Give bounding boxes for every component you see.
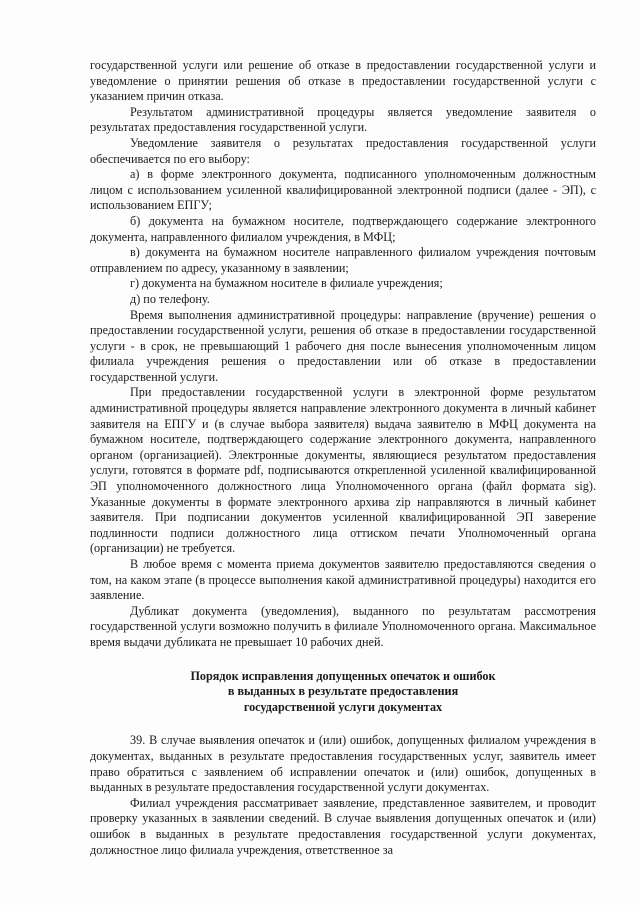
- paragraph-electronic-form: При предоставлении государственной услуги в электронной форме результатом административной процедуры является направление электронного документа в личный кабинет заявителя на ЕПГУ и (в случае выбора заявителя) выдача заявителю в МФЦ документа на бумажном носителе, подтверждающего содержание электронного документа, направленного органом (организацией). Электронные документы, являющиеся результатом предоставления услуги, готовятся в формате pdf, подписываются открепленной усиленной квалифицированной ЭП уполномоченного должностного лица Уполномоченного органа (файл формата sig). Указанные документы в формате электронного архива zip направляются в личный кабинет заявителя. При подписании документов усиленной квалифицированной ЭП заверение подлинности подписи должностного лица оттиском печати Уполномоченный органа (организации) не требуется.: [90, 385, 596, 556]
- paragraph-duplicate: Дубликат документа (уведомления), выданного по результатам рассмотрения государственной услуги возможно получить в филиале Уполномоченного органа. Максимальное время выдачи дубликата не превышает 10 рабочих дней.: [90, 603, 596, 649]
- section-heading: [90, 669, 596, 716]
- list-item-a: а) в форме электронного документа, подписанного уполномоченным должностным лицом с использованием усиленной квалифицированной электронной подписи (далее - ЭП), с использованием ЕПГУ;: [90, 167, 596, 213]
- list-item-b: б) документа на бумажном носителе, подтверждающего содержание электронного документа, направленного филиалом учреждения, в МФЦ;: [90, 213, 596, 244]
- document-body: [90, 58, 596, 858]
- paragraph-result: Результатом административной процедуры является уведомление заявителя о результатах предоставления государственной услуги.: [90, 104, 596, 135]
- heading-line-2: в выданных в результате предоставления: [227, 684, 459, 699]
- list-item-g: г) документа на бумажном носителе в филиале учреждения;: [130, 276, 443, 291]
- heading-line-1: Порядок исправления допущенных опечаток и ошибок: [190, 668, 496, 683]
- heading-line-3: государственной услуги документах: [243, 699, 443, 714]
- paragraph-39: 39. В случае выявления опечаток и (или) ошибок, допущенных филиалом учреждения в документах, выданных в результате предоставления государственных услуг, заявитель имеет право обратиться с заявлением об исправлении опечаток и (или) ошибок, допущенных в выданных в результате предоставления государственной услуги документах.: [90, 733, 596, 795]
- paragraph-status-info: В любое время с момента приема документов заявителю предоставляются сведения о том, на каком этапе (в процессе выполнения какой административной процедуры) находится его заявление.: [90, 557, 596, 603]
- list-item-d: д) по телефону.: [130, 291, 210, 306]
- paragraph-review: Филиал учреждения рассматривает заявление, представленное заявителем, и проводит проверку указанных в заявлении сведений. В случае выявления допущенных опечаток и (или) ошибок в выданных в результате предоставления государственной услуги документах, должностное лицо филиала учреждения, ответственное за: [90, 795, 596, 857]
- paragraph-continued: государственной услуги или решение об отказе в предоставлении государственной услуги и уведомление о принятии решения об отказе в предоставлении государственной услуги с указанием причин отказа.: [90, 58, 596, 104]
- list-item-v: в) документа на бумажном носителе направленного филиалом учреждения почтовым отправлением по адресу, указанному в заявлении;: [90, 245, 596, 275]
- paragraph-notification: Уведомление заявителя о результатах предоставления государственной услуги обеспечивается по его выбору:: [90, 135, 596, 166]
- paragraph-timing: Время выполнения административной процедуры: направление (вручение) решения о предоставлении государственной услуги, решения об отказе в предоставлении государственной услуги - в срок, не превышающий 1 рабочего дня после вынесения уполномоченным лицом филиала учреждения решения о предоставлении или об отказе в предоставлении государственной услуги.: [90, 307, 596, 384]
